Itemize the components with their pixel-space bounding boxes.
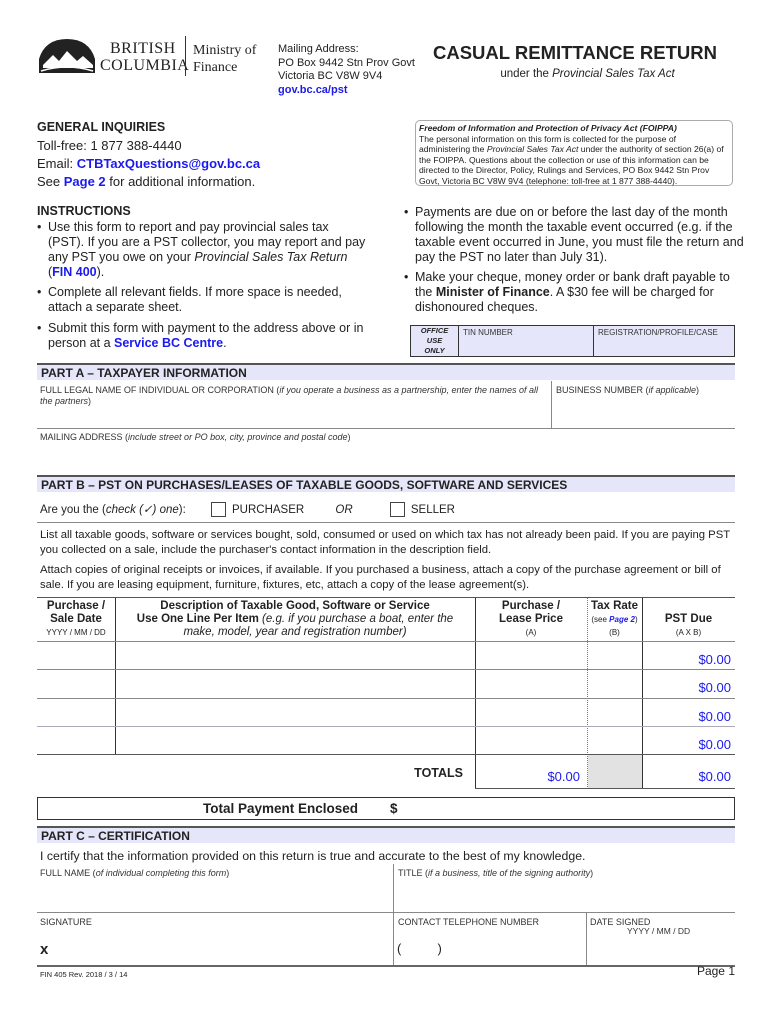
business-number-field[interactable] (556, 385, 699, 395)
ministry-line2: Finance (193, 60, 238, 75)
mailing-address-field[interactable] (40, 432, 350, 442)
tax-rate-total-shaded (588, 755, 642, 789)
logo-line1: BRITISH (110, 40, 176, 57)
row-pst-due: $0.00 (698, 737, 731, 752)
h-desc3: make, model, year and registration number) (183, 626, 407, 638)
certify-statement: I certify that the information provided on this return is true and accurate to the best of my knowledge. (40, 849, 586, 863)
office-use-box (410, 325, 735, 357)
totals-line (475, 788, 735, 789)
date-signed-field[interactable]: DATE SIGNED (590, 917, 651, 927)
page-number: Page 1 (696, 964, 735, 978)
foippa-act: Provincial Sales Tax Act (486, 144, 579, 154)
instruction-2: • Complete all relevant fields. If more space is needed, attach a separate sheet. (37, 285, 368, 315)
totals-label: TOTALS (414, 766, 463, 780)
mailing-address (278, 43, 415, 97)
title-italic: if a business, title of the signing authority (428, 868, 591, 878)
fn-italic: of individual completing this form (95, 868, 227, 878)
form-title: CASUAL REMITTANCE RETURN (432, 42, 717, 63)
h-date1: Purchase / (46, 600, 106, 612)
fn-end: ) (226, 868, 230, 878)
part-a-divider (551, 381, 552, 428)
addr-end: ) (347, 432, 351, 442)
h-price2: Lease Price (499, 613, 563, 625)
header-pst-due (642, 613, 735, 639)
attach-instructions: Attach copies of original receipts or invoices, if available. If you purchased a business, attach a copy of the purchase agreement or bill of sale. If you are leasing equipment, furniture, fixtures, etc, attach a copy of the lease agreement(s). (40, 564, 721, 591)
seller-checkbox[interactable] (390, 502, 405, 517)
form-number: FIN 405 Rev. 2018 / 3 / 14 (40, 970, 128, 979)
i1-text2: ( (48, 265, 53, 279)
date-format: YYYY / MM / DD (627, 926, 691, 936)
or-label: OR (335, 504, 353, 516)
header-price (475, 600, 587, 639)
ministry-name (193, 42, 256, 76)
header-tax-rate (587, 600, 642, 639)
h-date3: YYYY / MM / DD (46, 628, 106, 637)
fin400-link[interactable]: FIN 400 (52, 265, 97, 279)
registration-field[interactable]: REGISTRATION/PROFILE/CASE (598, 328, 718, 337)
total-payment-field[interactable] (37, 797, 735, 820)
are-you-end: ): (178, 504, 186, 516)
i3-end: . (223, 336, 227, 350)
part-a-header: PART A – TAXPAYER INFORMATION (37, 363, 735, 380)
full-name-field[interactable] (40, 868, 229, 878)
signature-field[interactable]: SIGNATURE (40, 917, 92, 927)
title-end: ) (590, 868, 594, 878)
bn-italic: if applicable (648, 385, 697, 395)
email-label: Email: (37, 156, 77, 171)
foippa-title: Freedom of Information and Protection of Privacy Act (FOIPPA) (419, 123, 677, 133)
addr-label: MAILING ADDRESS ( (40, 432, 129, 442)
mailing-label: Mailing Address: (278, 43, 359, 55)
part-c-header: PART C – CERTIFICATION (37, 826, 735, 843)
addr-italic: include street or PO box, city, province and postal code (128, 432, 348, 442)
h-rate-end: ) (634, 615, 638, 624)
purchaser-label: PURCHASER (232, 504, 305, 516)
purchaser-checkbox[interactable] (211, 502, 226, 517)
h-price1: Purchase / (501, 600, 561, 612)
logo-text (100, 40, 189, 74)
table-row[interactable] (37, 642, 735, 670)
date-divider (586, 912, 587, 965)
page2-link[interactable]: Page 2 (63, 174, 106, 189)
h-price3: (A) (525, 628, 537, 637)
name-end: ) (88, 396, 92, 406)
table-row[interactable] (37, 727, 735, 755)
subtitle-act: Provincial Sales Tax Act (552, 68, 675, 80)
name-italic: if you operate a business as a partnership, enter the names of all the partners (40, 385, 539, 406)
i5-bold: Minister of Finance (435, 285, 550, 299)
name-label: FULL LEGAL NAME OF INDIVIDUAL OR CORPORATION ( (40, 385, 280, 395)
general-inquiries (37, 118, 260, 191)
total-price: $0.00 (547, 769, 580, 784)
table-row[interactable] (37, 699, 735, 727)
h-date2: Sale Date (50, 613, 102, 625)
h-due1: PST Due (664, 613, 713, 625)
logo-divider (185, 36, 186, 76)
header-description (115, 600, 475, 639)
h-rate-see: (see (591, 615, 610, 624)
part-c-divider (393, 864, 394, 965)
inquiries-heading: GENERAL INQUIRIES (37, 120, 166, 134)
h-desc1: Description of Taxable Good, Software or Service (160, 600, 430, 612)
instruction-1 (37, 220, 368, 280)
i3-text: Submit this form with payment to the address above or in person at a (48, 321, 364, 350)
part-b-header: PART B – PST ON PURCHASES/LEASES OF TAXABLE GOODS, SOFTWARE AND SERVICES (37, 475, 735, 492)
office-divider (593, 326, 594, 356)
bn-label: BUSINESS NUMBER ( (556, 385, 649, 395)
instruction-5 (404, 270, 745, 315)
items-table (37, 597, 735, 789)
bc-logo-icon (37, 37, 97, 75)
i1-text3: ). (96, 265, 105, 279)
i1-text: Use this form to report and pay provincial sales tax (PST). If you are a PST collector, you may report and pay any PST you owe on your (48, 220, 366, 264)
header-date (37, 600, 115, 639)
list-instructions: List all taxable goods, software or services bought, sold, consumed or used on which tax has not already been paid. If you are paying PST you collected on a sale, include the purchaser's contact information in the description field. (40, 529, 730, 556)
email-link[interactable]: CTBTaxQuestions@gov.bc.ca (76, 156, 261, 171)
mailing-line2: Victoria BC V8W 9V4 (278, 70, 383, 82)
instructions-heading: INSTRUCTIONS (37, 204, 131, 218)
signature-x-mark: x (40, 941, 49, 958)
row-pst-due: $0.00 (698, 652, 731, 667)
row-pst-due: $0.00 (698, 709, 731, 724)
role-line (37, 522, 735, 523)
logo-line2: COLUMBIA (100, 57, 190, 74)
foippa-text2: under the authority of section 26(a) of the FOIPPA. Questions about the collection or use of this information can be directed to the Director, Policy, Rulings and Services, PO Box 9442 Stn Prov Govt, Victoria BC V8W 9V4 (telephone: toll-free at 1 877 388-4440). (419, 144, 724, 186)
footer-line (37, 965, 735, 967)
i5-text: Make your cheque, money order or bank draft payable to the (415, 270, 730, 299)
subtitle-text: under the (500, 68, 553, 80)
part-a-line (37, 428, 735, 429)
office-use-1: OFFICE (420, 326, 449, 335)
h-rate3: (B) (609, 628, 620, 637)
i5-end: . A $30 fee will be charged for dishonoured cheques. (415, 285, 714, 314)
instruction-3 (37, 321, 368, 351)
role-selection (40, 502, 455, 518)
service-bc-link[interactable]: Service BC Centre (114, 336, 224, 350)
office-use-3: ONLY (424, 346, 445, 355)
check-italic: check (✓) one (105, 504, 179, 516)
dollar-sign: $ (390, 801, 398, 816)
h-due2: (A X B) (675, 628, 702, 637)
h-desc2i: (e.g. if you purchase a boat, enter the (262, 613, 454, 625)
form-subtitle (415, 68, 760, 80)
phone-area-code: ( ) (397, 941, 442, 956)
ministry-line1: Ministry of (193, 43, 257, 58)
total-pst-due: $0.00 (698, 769, 731, 784)
office-use-2: USE (426, 336, 443, 345)
i1-italic: Provincial Sales Tax Return (194, 250, 348, 264)
tollfree-number: Toll-free: 1 877 388-4440 (37, 138, 182, 153)
table-row[interactable] (37, 670, 735, 698)
total-payment-label: Total Payment Enclosed (203, 801, 359, 816)
see-text: See (37, 174, 64, 189)
tax-rate-page2-link[interactable]: Page 2 (609, 615, 635, 624)
row-pst-due: $0.00 (698, 680, 731, 695)
tin-number-field[interactable]: TIN NUMBER (463, 328, 513, 337)
foippa-notice (415, 120, 733, 186)
website-link[interactable]: gov.bc.ca/pst (278, 83, 348, 96)
title-label: TITLE ( (398, 868, 429, 878)
fn-label: FULL NAME ( (40, 868, 96, 878)
seller-label: SELLER (410, 504, 455, 516)
mailing-line1: PO Box 9442 Stn Prov Govt (278, 56, 415, 69)
h-desc2: Use One Line Per Item (136, 613, 263, 625)
full-legal-name-field[interactable] (40, 385, 540, 407)
phone-field[interactable]: CONTACT TELEPHONE NUMBER (398, 917, 540, 927)
see-rest-text: for additional information. (105, 174, 256, 189)
title-field[interactable] (398, 868, 593, 878)
part-c-line (37, 912, 735, 913)
h-rate1: Tax Rate (590, 600, 639, 612)
office-use-label (411, 326, 459, 356)
instruction-4: • Payments are due on or before the last day of the month following the month the taxable event occurred (e.g. if the taxable event occurred in June, you must file the return and pay the PST no later than July 31). (404, 205, 745, 265)
foippa-text1: The personal information on this form is collected for the purpose of administering the (419, 133, 676, 154)
bn-end: ) (696, 385, 700, 395)
are-you-label: Are you the ( (40, 504, 106, 516)
